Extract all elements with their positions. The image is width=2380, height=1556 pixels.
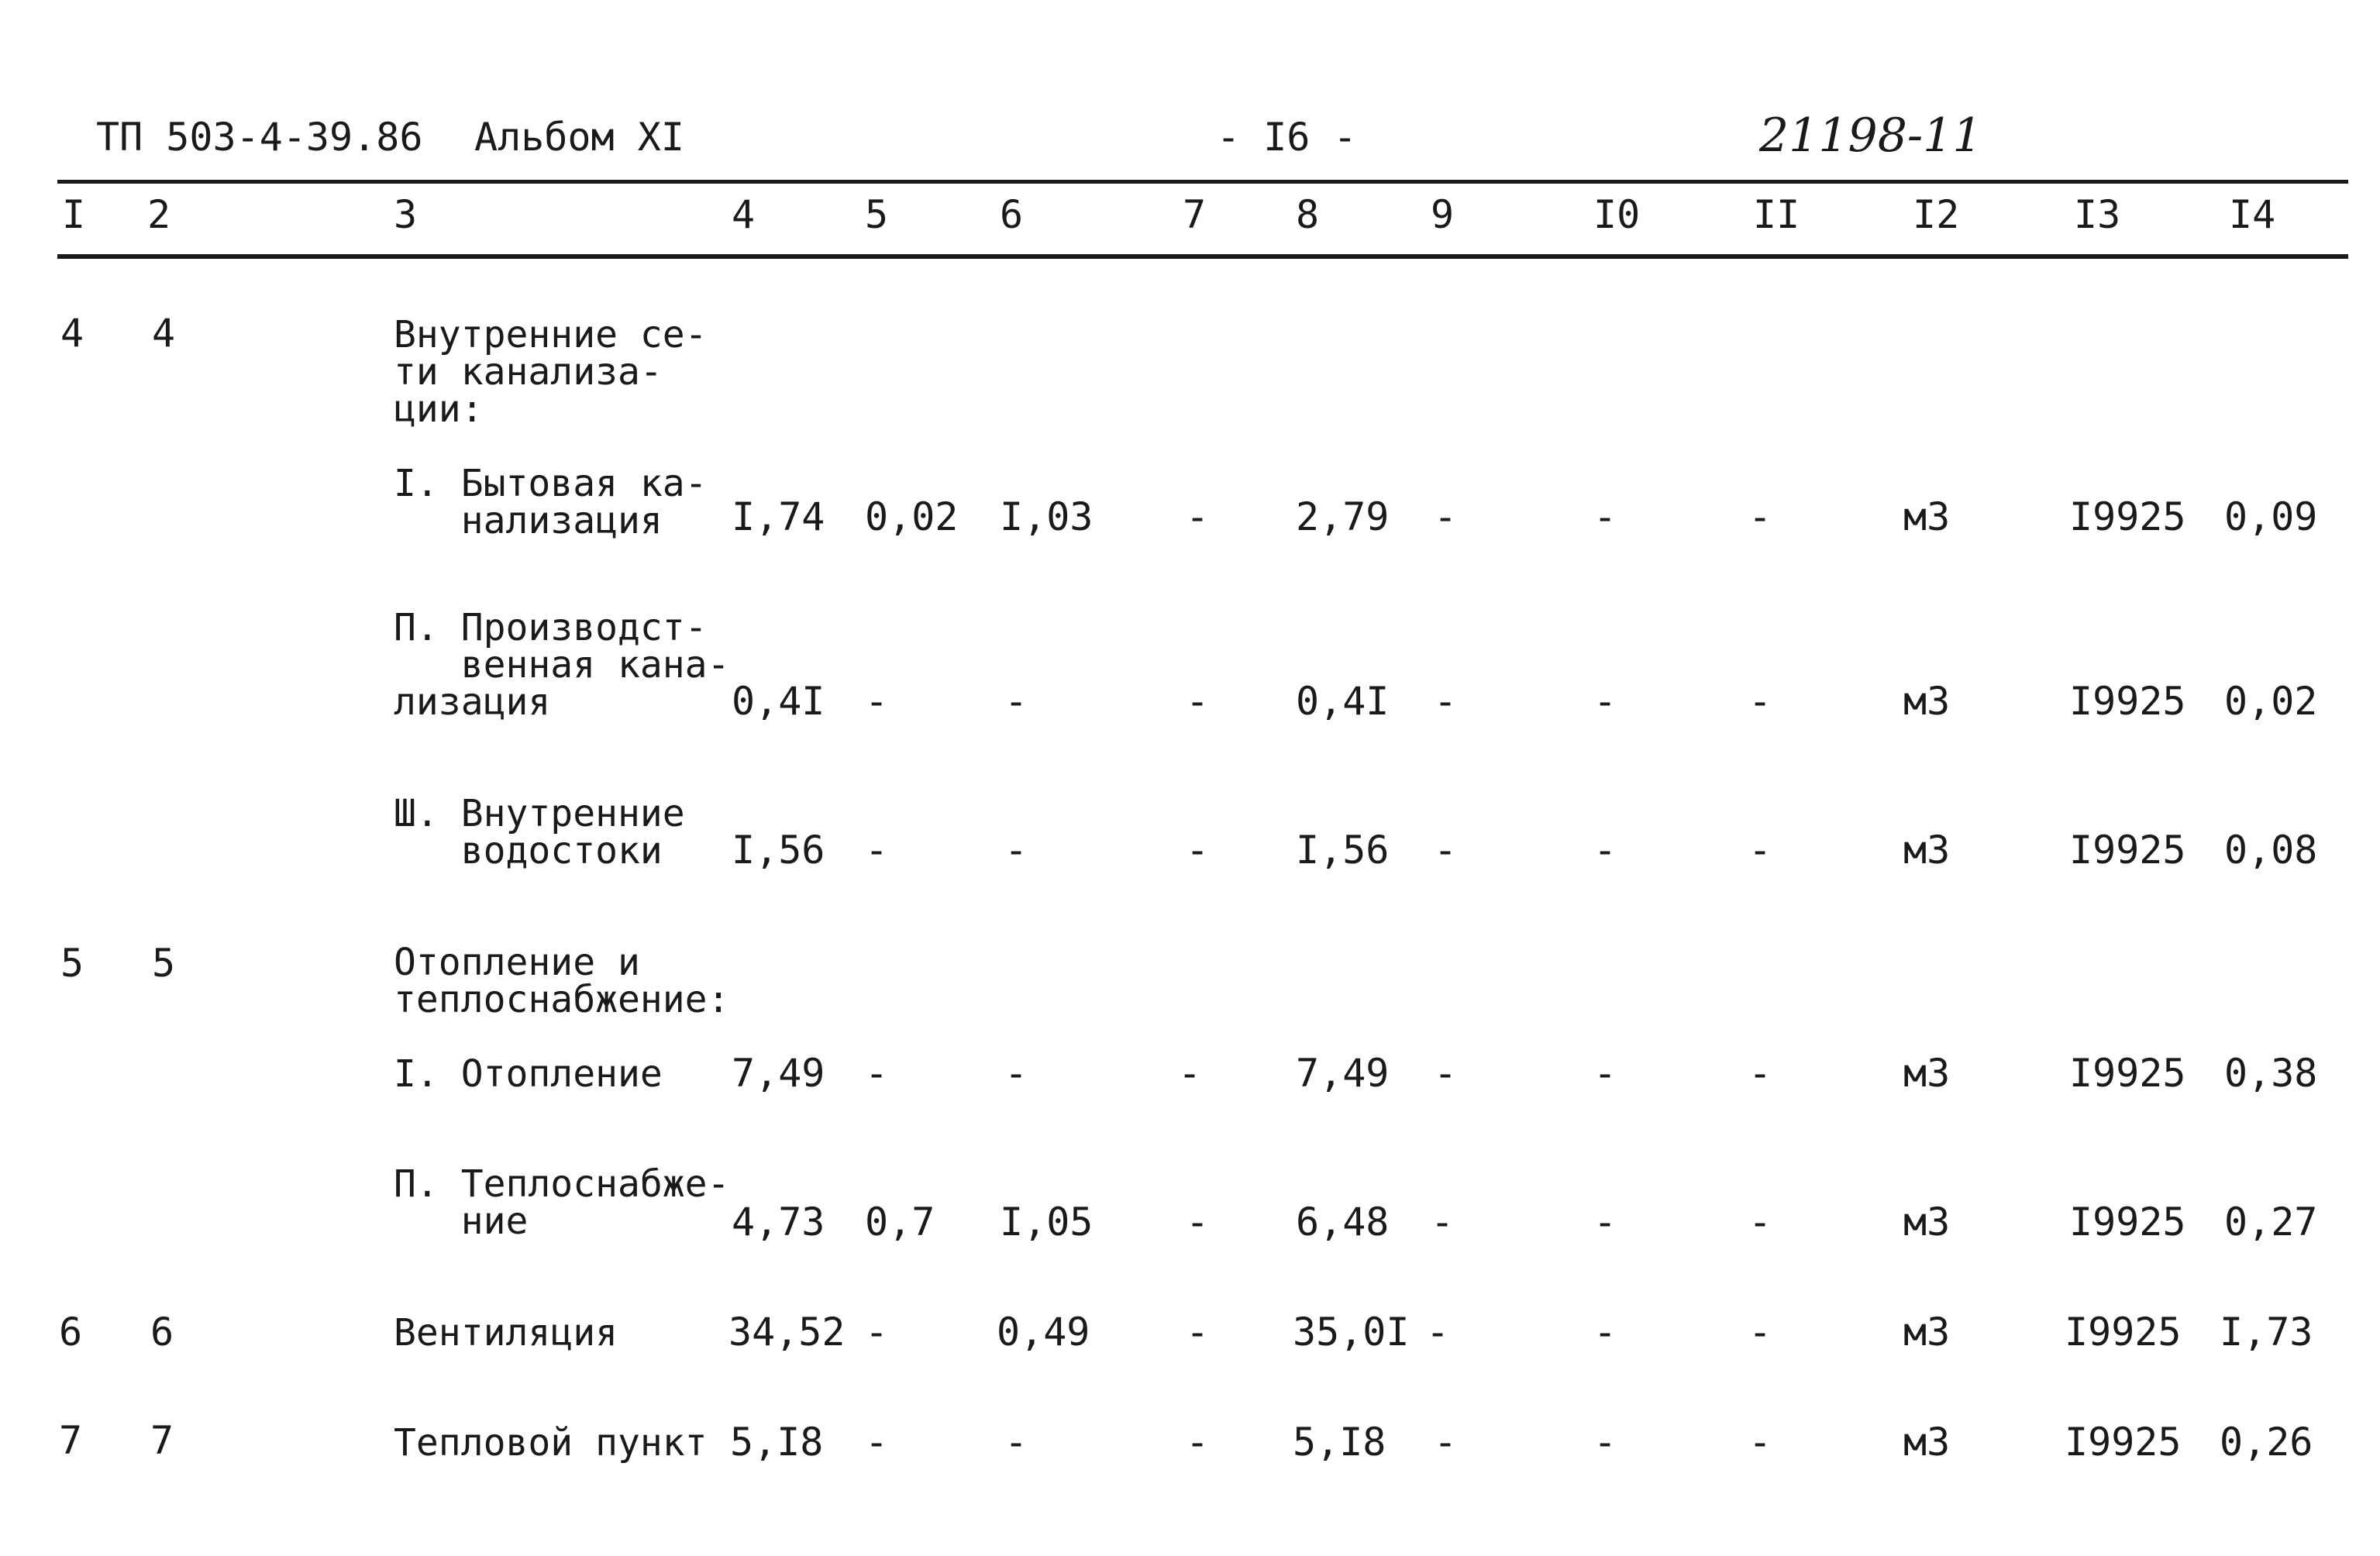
cell-col11: - bbox=[1748, 1420, 1772, 1465]
cell-col8: I,56 bbox=[1296, 828, 1390, 873]
column-number: I4 bbox=[2229, 192, 2276, 237]
cell-col6: I,03 bbox=[1000, 494, 1094, 539]
handwritten-number: 21198-11 bbox=[1759, 108, 1982, 163]
page-number: - I6 - bbox=[1217, 115, 1357, 160]
row-label: Вентиляция bbox=[394, 1311, 618, 1355]
cell-col13: I9925 bbox=[2069, 1200, 2186, 1244]
cell-col8: 7,49 bbox=[1296, 1051, 1390, 1096]
cell-col6: I,05 bbox=[1000, 1200, 1094, 1244]
top-rule bbox=[57, 180, 2348, 184]
album-label: Альбом XI bbox=[474, 115, 684, 160]
cell-col9: - bbox=[1434, 1420, 1458, 1465]
cell-col14: 0,08 bbox=[2224, 828, 2318, 873]
header-rule bbox=[57, 254, 2348, 259]
column-number: 7 bbox=[1183, 192, 1207, 237]
cell-col12: м3 bbox=[1903, 494, 1951, 539]
cell-col4: 7,49 bbox=[732, 1051, 825, 1096]
group-number-col1: 5 bbox=[60, 941, 84, 986]
cell-col8: 6,48 bbox=[1296, 1200, 1390, 1244]
cell-col5: - bbox=[865, 1310, 889, 1355]
cell-col12: м3 bbox=[1903, 1051, 1951, 1096]
cell-col5: 0,02 bbox=[865, 494, 959, 539]
cell-col6: - bbox=[1004, 1420, 1028, 1465]
column-number: 5 bbox=[865, 192, 889, 237]
cell-col13: I9925 bbox=[2065, 1310, 2182, 1355]
group-number-col1: 4 bbox=[60, 311, 84, 356]
cell-col10: - bbox=[1593, 1420, 1617, 1465]
cell-col11: - bbox=[1748, 1051, 1772, 1096]
row-number-col1: 7 bbox=[59, 1418, 83, 1463]
group-title: Внутренние се- ти канализа- ции: bbox=[394, 313, 708, 431]
cell-col4: I,74 bbox=[732, 494, 825, 539]
cell-col6: 0,49 bbox=[997, 1310, 1090, 1355]
row-number-col2: 6 bbox=[150, 1310, 174, 1355]
cell-col13: I9925 bbox=[2065, 1420, 2182, 1465]
cell-col8: 0,4I bbox=[1296, 679, 1390, 724]
cell-col5: - bbox=[865, 1420, 889, 1465]
group-title: Отопление и теплоснабжение: bbox=[394, 941, 730, 1021]
cell-col5: - bbox=[865, 1051, 889, 1096]
cell-col7: - bbox=[1186, 828, 1210, 873]
column-number: I3 bbox=[2074, 192, 2121, 237]
cell-col7: - bbox=[1186, 494, 1210, 539]
column-number: 6 bbox=[1000, 192, 1024, 237]
row-number-col2: 7 bbox=[150, 1418, 174, 1463]
cell-col6: - bbox=[1004, 1051, 1028, 1096]
cell-col7: - bbox=[1186, 1420, 1210, 1465]
cell-col4: I,56 bbox=[732, 828, 825, 873]
cell-col11: - bbox=[1748, 828, 1772, 873]
cell-col10: - bbox=[1593, 828, 1617, 873]
cell-col9: - bbox=[1426, 1310, 1450, 1355]
row-label: I. Бытовая ка- нализация bbox=[394, 462, 708, 542]
cell-col9: - bbox=[1434, 1051, 1458, 1096]
cell-col12: м3 bbox=[1903, 1420, 1951, 1465]
cell-col8: 2,79 bbox=[1296, 494, 1390, 539]
row-label: П. Производст- венная кана- лизация bbox=[394, 606, 730, 724]
cell-col13: I9925 bbox=[2069, 828, 2186, 873]
cell-col12: м3 bbox=[1903, 679, 1951, 724]
cell-col14: 0,38 bbox=[2224, 1051, 2318, 1096]
cell-col4: 4,73 bbox=[732, 1200, 825, 1244]
cell-col5: - bbox=[865, 679, 889, 724]
column-number: 2 bbox=[147, 192, 171, 237]
cell-col5: - bbox=[865, 828, 889, 873]
cell-col12: м3 bbox=[1903, 1310, 1951, 1355]
row-label: Тепловой пункт bbox=[394, 1421, 708, 1465]
cell-col6: - bbox=[1004, 828, 1028, 873]
cell-col9: - bbox=[1431, 1200, 1455, 1244]
column-number: 9 bbox=[1431, 192, 1455, 237]
row-label: I. Отопление bbox=[394, 1052, 663, 1096]
cell-col13: I9925 bbox=[2069, 494, 2186, 539]
cell-col11: - bbox=[1748, 1200, 1772, 1244]
column-number: 3 bbox=[394, 192, 418, 237]
row-label: Ш. Внутренние водостоки bbox=[394, 792, 685, 873]
cell-col4: 5,I8 bbox=[730, 1420, 824, 1465]
cell-col9: - bbox=[1434, 494, 1458, 539]
cell-col4: 34,52 bbox=[728, 1310, 846, 1355]
cell-col10: - bbox=[1593, 1310, 1617, 1355]
column-number: I2 bbox=[1913, 192, 1960, 237]
cell-col10: - bbox=[1593, 494, 1617, 539]
row-label: П. Теплоснабже- ние bbox=[394, 1162, 730, 1243]
cell-col14: I,73 bbox=[2220, 1310, 2313, 1355]
cell-col10: - bbox=[1593, 1200, 1617, 1244]
cell-col6: - bbox=[1004, 679, 1028, 724]
column-number: 8 bbox=[1296, 192, 1320, 237]
column-number: II bbox=[1753, 192, 1800, 237]
cell-col7: - bbox=[1178, 1051, 1202, 1096]
cell-col14: 0,26 bbox=[2220, 1420, 2313, 1465]
row-number-col1: 6 bbox=[59, 1310, 83, 1355]
cell-col8: 5,I8 bbox=[1293, 1420, 1386, 1465]
cell-col11: - bbox=[1748, 1310, 1772, 1355]
doc-code: ТП 503-4-39.86 bbox=[96, 115, 423, 160]
cell-col11: - bbox=[1748, 494, 1772, 539]
cell-col13: I9925 bbox=[2069, 1051, 2186, 1096]
cell-col14: 0,09 bbox=[2224, 494, 2318, 539]
cell-col10: - bbox=[1593, 679, 1617, 724]
cell-col12: м3 bbox=[1903, 1200, 1951, 1244]
cell-col10: - bbox=[1593, 1051, 1617, 1096]
column-number: 4 bbox=[732, 192, 756, 237]
cell-col9: - bbox=[1434, 679, 1458, 724]
group-number-col2: 5 bbox=[152, 941, 176, 986]
cell-col4: 0,4I bbox=[732, 679, 825, 724]
column-number: I0 bbox=[1593, 192, 1641, 237]
cell-col7: - bbox=[1186, 1310, 1210, 1355]
cell-col8: 35,0I bbox=[1293, 1310, 1410, 1355]
cell-col13: I9925 bbox=[2069, 679, 2186, 724]
cell-col14: 0,27 bbox=[2224, 1200, 2318, 1244]
cell-col11: - bbox=[1748, 679, 1772, 724]
cell-col12: м3 bbox=[1903, 828, 1951, 873]
cell-col9: - bbox=[1434, 828, 1458, 873]
column-number: I bbox=[62, 192, 86, 237]
cell-col5: 0,7 bbox=[865, 1200, 935, 1244]
cell-col14: 0,02 bbox=[2224, 679, 2318, 724]
group-number-col2: 4 bbox=[152, 311, 176, 356]
cell-col7: - bbox=[1186, 1200, 1210, 1244]
cell-col7: - bbox=[1186, 679, 1210, 724]
